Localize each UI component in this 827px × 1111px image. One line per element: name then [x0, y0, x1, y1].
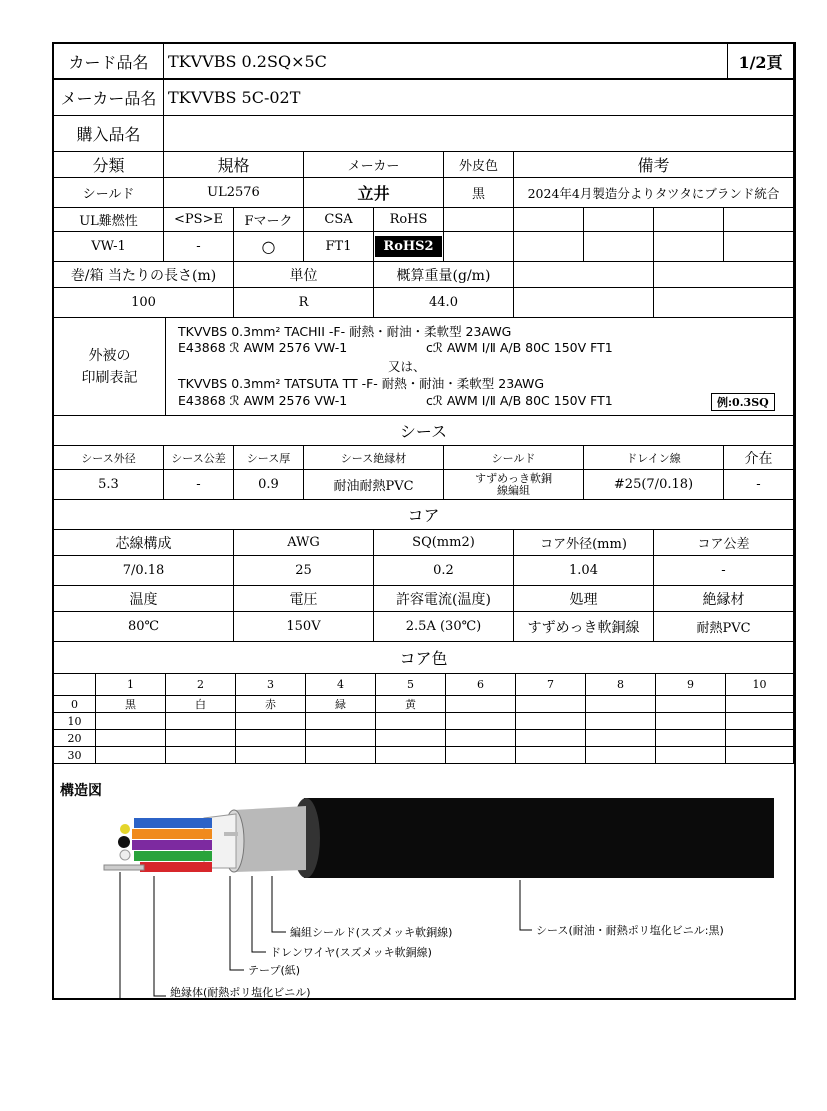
shield-value: すずめっき軟銅線編組	[444, 470, 584, 500]
unit-header: 単位	[234, 262, 374, 288]
print-marking-text	[166, 322, 796, 414]
color-cell	[516, 696, 586, 713]
color-cell	[726, 696, 794, 713]
blank-cell	[724, 232, 794, 262]
structure-diagram	[54, 776, 794, 998]
cable-illustration	[54, 776, 794, 998]
rohs-header: RoHS	[374, 208, 444, 232]
print-line-2a: E43868 ℛ AWM 2576 VW-1	[178, 340, 348, 355]
strand-header: 芯線構成	[54, 530, 234, 556]
drain-value: #25(7/0.18)	[584, 470, 724, 500]
classification-header: 分類	[54, 152, 164, 178]
color-column-header: 2	[166, 674, 236, 696]
temperature-value: 80℃	[54, 612, 234, 642]
sheath-material-value: 耐油耐熱PVC	[304, 470, 444, 500]
color-cell	[586, 696, 656, 713]
core-blue	[134, 818, 212, 828]
classification-value: シールド	[54, 178, 164, 208]
page-number: 1/2頁	[728, 44, 794, 80]
sq-value: 0.2	[374, 556, 514, 586]
color-column-header: 6	[446, 674, 516, 696]
color-column-header: 10	[726, 674, 794, 696]
csa-header: CSA	[304, 208, 374, 232]
sheath-label: シース(耐油・耐熱ポリ塩化ビニル:黒)	[536, 924, 724, 937]
insulation-value: 耐熱PVC	[654, 612, 794, 642]
filler-value: -	[724, 470, 794, 500]
print-label-line1: 外被の	[88, 347, 131, 364]
card-name-label: カード品名	[54, 44, 164, 80]
color-cell	[656, 696, 726, 713]
print-label-line2: 印刷表記	[81, 369, 138, 386]
blank-cell	[584, 232, 654, 262]
weight-value: 44.0	[374, 288, 514, 318]
color-cell	[726, 730, 794, 747]
core-color-title: コア色	[54, 642, 794, 674]
color-cell	[656, 713, 726, 730]
sheath-color-value: 黒	[444, 178, 514, 208]
color-cell	[446, 696, 516, 713]
color-cell	[236, 747, 306, 764]
core-white	[120, 850, 130, 860]
color-cell	[166, 747, 236, 764]
sheath-color-header: 外皮色	[444, 152, 514, 178]
core-purple	[132, 840, 212, 850]
standard-value: UL2576	[164, 178, 304, 208]
maker-part-value: TKVVBS 5C-02T	[164, 80, 794, 116]
maker-header: メーカー	[304, 152, 444, 178]
pse-value: -	[164, 232, 234, 262]
fmark-value: ○	[234, 232, 304, 262]
blank-cell	[654, 232, 724, 262]
conductor-shape	[104, 865, 144, 870]
print-or: 又は、	[388, 359, 426, 374]
insulation-header: 絶縁材	[654, 586, 794, 612]
color-cell	[166, 713, 236, 730]
sheath-od-header: シース外径	[54, 446, 164, 470]
blank-cell	[654, 288, 794, 318]
drain-shape	[224, 832, 238, 836]
sheath-od-value: 5.3	[54, 470, 164, 500]
color-cell: 赤	[236, 696, 306, 713]
spacer	[794, 44, 796, 80]
sheath-tolerance-header: シース公差	[164, 446, 234, 470]
braid-label: 編組シールド(スズメッキ軟銅線)	[290, 926, 453, 939]
maker-part-label: メーカー品名	[54, 80, 164, 116]
color-column-header: 8	[586, 674, 656, 696]
purchase-part-label: 購入品名	[54, 116, 164, 152]
blank-cell	[654, 262, 794, 288]
color-cell	[306, 747, 376, 764]
spec-sheet	[52, 42, 796, 1000]
color-cell	[166, 730, 236, 747]
color-cell	[656, 747, 726, 764]
color-cell	[516, 713, 586, 730]
color-column-header: 1	[96, 674, 166, 696]
insulator-label: 絶縁体(耐熱ポリ塩化ビニル)	[170, 986, 311, 999]
color-row-label: 30	[54, 747, 96, 764]
blank-cell	[514, 232, 584, 262]
example-box: 例:0.3SQ	[711, 393, 775, 411]
sheath-title: シース	[54, 416, 794, 446]
csa-value: FT1	[304, 232, 374, 262]
maker-value: 立井	[304, 178, 444, 208]
blank-cell	[724, 208, 794, 232]
current-value: 2.5A (30℃)	[374, 612, 514, 642]
print-line-1: TKVVBS 0.3mm² TACHII -F- 耐熱・耐油・柔軟型 23AWG	[178, 324, 512, 339]
awg-header: AWG	[234, 530, 374, 556]
print-line-3: TKVVBS 0.3mm² TATSUTA TT -F- 耐熱・耐油・柔軟型 23AWG	[178, 376, 545, 391]
blank-cell	[584, 208, 654, 232]
unit-value: R	[234, 288, 374, 318]
color-cell: 黄	[376, 696, 446, 713]
remarks-header: 備考	[514, 152, 794, 178]
standard-header: 規格	[164, 152, 304, 178]
card-name-value: TKVVBS 0.2SQ×5C	[164, 44, 728, 80]
temperature-header: 温度	[54, 586, 234, 612]
drain-label: ドレンワイヤ(スズメッキ軟銅線)	[270, 946, 432, 959]
color-cell	[236, 730, 306, 747]
blank-cell	[444, 232, 514, 262]
color-cell	[96, 713, 166, 730]
sheath-shape	[304, 798, 774, 878]
core-red	[140, 862, 212, 872]
length-value: 100	[54, 288, 234, 318]
voltage-header: 電圧	[234, 586, 374, 612]
color-cell	[446, 713, 516, 730]
color-cell	[446, 730, 516, 747]
core-green	[134, 851, 212, 861]
blank-cell	[654, 208, 724, 232]
purchase-part-value	[164, 116, 794, 152]
print-line-4a: E43868 ℛ AWM 2576 VW-1	[178, 393, 348, 408]
pse-header: <PS>E	[164, 208, 234, 232]
strand-value: 7/0.18	[54, 556, 234, 586]
color-row-label: 0	[54, 696, 96, 713]
ul-flame-value: VW-1	[54, 232, 164, 262]
color-column-header: 5	[376, 674, 446, 696]
rohs-value-cell	[374, 232, 444, 262]
fmark-header: Fマーク	[234, 208, 304, 232]
color-column-header: 9	[656, 674, 726, 696]
color-cell: 黒	[96, 696, 166, 713]
shield-header: シールド	[444, 446, 584, 470]
sheath-material-header: シース絶縁材	[304, 446, 444, 470]
treatment-header: 処理	[514, 586, 654, 612]
current-header: 許容電流(温度)	[374, 586, 514, 612]
blank-cell	[514, 288, 654, 318]
drain-header: ドレイン線	[584, 446, 724, 470]
color-cell	[586, 747, 656, 764]
sheath-tolerance-value: -	[164, 470, 234, 500]
color-column-header: 7	[516, 674, 586, 696]
core-tolerance-header: コア公差	[654, 530, 794, 556]
voltage-value: 150V	[234, 612, 374, 642]
core-od-value: 1.04	[514, 556, 654, 586]
filler-header: 介在	[724, 446, 794, 470]
color-row-label: 10	[54, 713, 96, 730]
color-cell	[306, 713, 376, 730]
blank-cell	[514, 208, 584, 232]
color-cell	[96, 730, 166, 747]
color-cell: 白	[166, 696, 236, 713]
braid-shape	[234, 806, 306, 872]
awg-value: 25	[234, 556, 374, 586]
tape-label: テープ(紙)	[248, 964, 301, 977]
color-cell	[96, 747, 166, 764]
print-line-4b: cℛ AWM Ⅰ/Ⅱ A/B 80C 150V FT1	[426, 393, 613, 408]
color-cell	[376, 730, 446, 747]
sq-header: SQ(mm2)	[374, 530, 514, 556]
color-cell	[516, 730, 586, 747]
blank-cell	[444, 208, 514, 232]
color-row-label: 20	[54, 730, 96, 747]
color-cell	[586, 713, 656, 730]
color-cell	[376, 713, 446, 730]
color-column-header: 3	[236, 674, 306, 696]
sheath-thickness-header: シース厚	[234, 446, 304, 470]
color-grid-corner	[54, 674, 96, 696]
ul-flame-header: UL難燃性	[54, 208, 164, 232]
color-cell	[656, 730, 726, 747]
color-cell	[516, 747, 586, 764]
color-column-header: 4	[306, 674, 376, 696]
structure-title: 構造図	[60, 783, 102, 799]
color-cell: 緑	[306, 696, 376, 713]
print-marking-label	[54, 318, 166, 416]
rohs-badge: RoHS2	[375, 236, 441, 257]
remarks-value: 2024年4月製造分よりタツタにブランド統合	[514, 178, 794, 208]
treatment-value: すずめっき軟銅線	[514, 612, 654, 642]
color-cell	[586, 730, 656, 747]
print-line-2b: cℛ AWM Ⅰ/Ⅱ A/B 80C 150V FT1	[426, 340, 613, 355]
core-black	[118, 836, 130, 848]
color-cell	[236, 713, 306, 730]
core-title: コア	[54, 500, 794, 530]
color-cell	[726, 713, 794, 730]
core-orange	[132, 829, 212, 839]
length-header: 巻/箱 当たりの長さ(m)	[54, 262, 234, 288]
sheath-thickness-value: 0.9	[234, 470, 304, 500]
color-cell	[306, 730, 376, 747]
color-cell	[726, 747, 794, 764]
core-tolerance-value: -	[654, 556, 794, 586]
color-cell	[376, 747, 446, 764]
core-yellow	[120, 824, 130, 834]
color-cell	[446, 747, 516, 764]
blank-cell	[514, 262, 654, 288]
core-od-header: コア外径(mm)	[514, 530, 654, 556]
weight-header: 概算重量(g/m)	[374, 262, 514, 288]
